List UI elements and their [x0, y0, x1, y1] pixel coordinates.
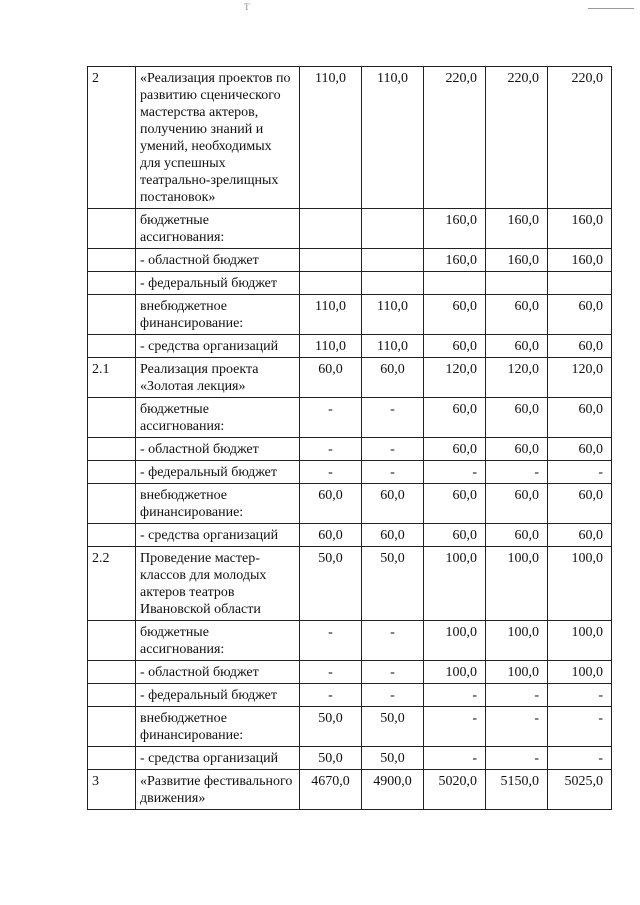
- value-cell-col-1: -: [300, 621, 362, 661]
- value-cell-col-2: 60,0: [362, 358, 424, 398]
- value-cell-col-4: 60,0: [486, 335, 548, 358]
- table-row: [88, 524, 612, 547]
- table-row: [88, 747, 612, 770]
- value-cell-col-3: 60,0: [424, 295, 486, 335]
- row-number-cell: [88, 335, 136, 358]
- row-description-cell: бюджетные ассигнования:: [136, 621, 300, 661]
- row-number-cell: 2.2: [88, 547, 136, 621]
- value-cell-col-5: 60,0: [548, 295, 612, 335]
- value-cell-col-2: [362, 272, 424, 295]
- value-cell-col-1: 60,0: [300, 524, 362, 547]
- value-cell-col-2: 4900,0: [362, 770, 424, 810]
- value-cell-col-5: 100,0: [548, 547, 612, 621]
- value-cell-col-4: 5150,0: [486, 770, 548, 810]
- value-cell-col-3: 100,0: [424, 661, 486, 684]
- table-row: [88, 272, 612, 295]
- value-cell-col-5: 60,0: [548, 335, 612, 358]
- row-description-cell: - федеральный бюджет: [136, 272, 300, 295]
- row-description-cell: - областной бюджет: [136, 438, 300, 461]
- value-cell-col-5: 100,0: [548, 621, 612, 661]
- row-number-cell: [88, 684, 136, 707]
- value-cell-col-1: 110,0: [300, 295, 362, 335]
- value-cell-col-5: -: [548, 747, 612, 770]
- value-cell-col-4: -: [486, 707, 548, 747]
- value-cell-col-3: 100,0: [424, 547, 486, 621]
- row-description-cell: - областной бюджет: [136, 661, 300, 684]
- row-description-cell: - средства организаций: [136, 524, 300, 547]
- value-cell-col-1: [300, 272, 362, 295]
- value-cell-col-1: -: [300, 684, 362, 707]
- value-cell-col-3: -: [424, 461, 486, 484]
- value-cell-col-2: 110,0: [362, 67, 424, 209]
- value-cell-col-3: 60,0: [424, 438, 486, 461]
- value-cell-col-2: 50,0: [362, 747, 424, 770]
- value-cell-col-5: 60,0: [548, 484, 612, 524]
- value-cell-col-3: 5020,0: [424, 770, 486, 810]
- value-cell-col-4: 60,0: [486, 398, 548, 438]
- value-cell-col-2: [362, 209, 424, 249]
- value-cell-col-1: 50,0: [300, 707, 362, 747]
- value-cell-col-4: 60,0: [486, 524, 548, 547]
- row-description-cell: «Развитие фестивального движения»: [136, 770, 300, 810]
- value-cell-col-1: 4670,0: [300, 770, 362, 810]
- row-description-cell: - средства организаций: [136, 335, 300, 358]
- row-description-cell: - областной бюджет: [136, 249, 300, 272]
- value-cell-col-1: -: [300, 661, 362, 684]
- value-cell-col-1: 110,0: [300, 335, 362, 358]
- value-cell-col-2: -: [362, 661, 424, 684]
- value-cell-col-4: 120,0: [486, 358, 548, 398]
- value-cell-col-4: -: [486, 747, 548, 770]
- value-cell-col-3: 120,0: [424, 358, 486, 398]
- value-cell-col-2: 110,0: [362, 335, 424, 358]
- table-row: [88, 770, 612, 810]
- row-description-cell: - федеральный бюджет: [136, 461, 300, 484]
- table-row: [88, 358, 612, 398]
- table-row: [88, 661, 612, 684]
- row-description-cell: внебюджетное финансирование:: [136, 707, 300, 747]
- table-row: [88, 707, 612, 747]
- row-number-cell: [88, 524, 136, 547]
- value-cell-col-5: [548, 272, 612, 295]
- value-cell-col-1: -: [300, 398, 362, 438]
- value-cell-col-5: 160,0: [548, 249, 612, 272]
- row-number-cell: [88, 707, 136, 747]
- table-row: [88, 398, 612, 438]
- row-description-cell: внебюджетное финансирование:: [136, 295, 300, 335]
- row-number-cell: [88, 484, 136, 524]
- value-cell-col-1: -: [300, 461, 362, 484]
- value-cell-col-2: 50,0: [362, 707, 424, 747]
- value-cell-col-4: 100,0: [486, 661, 548, 684]
- value-cell-col-5: -: [548, 461, 612, 484]
- value-cell-col-2: -: [362, 684, 424, 707]
- value-cell-col-4: 60,0: [486, 438, 548, 461]
- value-cell-col-1: 50,0: [300, 747, 362, 770]
- value-cell-col-3: 220,0: [424, 67, 486, 209]
- value-cell-col-4: 60,0: [486, 484, 548, 524]
- value-cell-col-4: 160,0: [486, 209, 548, 249]
- value-cell-col-1: 60,0: [300, 484, 362, 524]
- value-cell-col-4: 160,0: [486, 249, 548, 272]
- value-cell-col-4: -: [486, 684, 548, 707]
- table-row: [88, 621, 612, 661]
- value-cell-col-2: 110,0: [362, 295, 424, 335]
- table-body: [88, 67, 612, 810]
- row-number-cell: [88, 747, 136, 770]
- row-number-cell: [88, 461, 136, 484]
- table-row: [88, 684, 612, 707]
- page-top-mark: Т: [244, 2, 250, 12]
- row-number-cell: [88, 272, 136, 295]
- value-cell-col-3: 160,0: [424, 249, 486, 272]
- value-cell-col-1: 60,0: [300, 358, 362, 398]
- value-cell-col-3: 60,0: [424, 484, 486, 524]
- value-cell-col-5: 120,0: [548, 358, 612, 398]
- value-cell-col-3: -: [424, 684, 486, 707]
- value-cell-col-5: 60,0: [548, 398, 612, 438]
- value-cell-col-3: 60,0: [424, 335, 486, 358]
- value-cell-col-3: [424, 272, 486, 295]
- value-cell-col-5: -: [548, 707, 612, 747]
- row-number-cell: [88, 249, 136, 272]
- table-row: [88, 249, 612, 272]
- value-cell-col-1: [300, 209, 362, 249]
- row-number-cell: [88, 661, 136, 684]
- budget-table: [87, 66, 612, 810]
- value-cell-col-3: 100,0: [424, 621, 486, 661]
- value-cell-col-4: 220,0: [486, 67, 548, 209]
- value-cell-col-1: 110,0: [300, 67, 362, 209]
- value-cell-col-3: 160,0: [424, 209, 486, 249]
- table-row: [88, 547, 612, 621]
- value-cell-col-2: -: [362, 621, 424, 661]
- table-row: [88, 484, 612, 524]
- value-cell-col-2: -: [362, 438, 424, 461]
- row-number-cell: [88, 438, 136, 461]
- value-cell-col-4: 100,0: [486, 547, 548, 621]
- value-cell-col-3: -: [424, 747, 486, 770]
- value-cell-col-5: 160,0: [548, 209, 612, 249]
- row-number-cell: 2.1: [88, 358, 136, 398]
- value-cell-col-4: [486, 272, 548, 295]
- row-number-cell: 2: [88, 67, 136, 209]
- row-description-cell: Проведение мастер-классов для молодых актеров театров Ивановской области: [136, 547, 300, 621]
- value-cell-col-5: -: [548, 684, 612, 707]
- value-cell-col-1: -: [300, 438, 362, 461]
- value-cell-col-2: -: [362, 461, 424, 484]
- row-number-cell: [88, 209, 136, 249]
- row-number-cell: 3: [88, 770, 136, 810]
- value-cell-col-4: -: [486, 461, 548, 484]
- scan-artifact-line: [588, 8, 634, 9]
- row-description-cell: «Реализация проектов по развитию сценического мастерства актеров, получению знаний и умений, необходимых для успешных театрально-зрелищных постановок»: [136, 67, 300, 209]
- value-cell-col-5: 220,0: [548, 67, 612, 209]
- value-cell-col-2: -: [362, 398, 424, 438]
- value-cell-col-4: 60,0: [486, 295, 548, 335]
- value-cell-col-3: 60,0: [424, 398, 486, 438]
- value-cell-col-2: 60,0: [362, 524, 424, 547]
- table-row: [88, 295, 612, 335]
- table-row: [88, 461, 612, 484]
- row-description-cell: - средства организаций: [136, 747, 300, 770]
- row-description-cell: бюджетные ассигнования:: [136, 398, 300, 438]
- value-cell-col-5: 100,0: [548, 661, 612, 684]
- value-cell-col-4: 100,0: [486, 621, 548, 661]
- row-number-cell: [88, 295, 136, 335]
- value-cell-col-1: 50,0: [300, 547, 362, 621]
- row-description-cell: внебюджетное финансирование:: [136, 484, 300, 524]
- value-cell-col-3: -: [424, 707, 486, 747]
- value-cell-col-5: 60,0: [548, 524, 612, 547]
- row-number-cell: [88, 621, 136, 661]
- value-cell-col-1: [300, 249, 362, 272]
- value-cell-col-5: 5025,0: [548, 770, 612, 810]
- row-description-cell: Реализация проекта «Золотая лекция»: [136, 358, 300, 398]
- row-description-cell: - федеральный бюджет: [136, 684, 300, 707]
- table-row: [88, 335, 612, 358]
- table-row: [88, 209, 612, 249]
- value-cell-col-2: 50,0: [362, 547, 424, 621]
- table-row: [88, 67, 612, 209]
- value-cell-col-5: 60,0: [548, 438, 612, 461]
- table-row: [88, 438, 612, 461]
- value-cell-col-2: 60,0: [362, 484, 424, 524]
- value-cell-col-3: 60,0: [424, 524, 486, 547]
- row-description-cell: бюджетные ассигнования:: [136, 209, 300, 249]
- row-number-cell: [88, 398, 136, 438]
- value-cell-col-2: [362, 249, 424, 272]
